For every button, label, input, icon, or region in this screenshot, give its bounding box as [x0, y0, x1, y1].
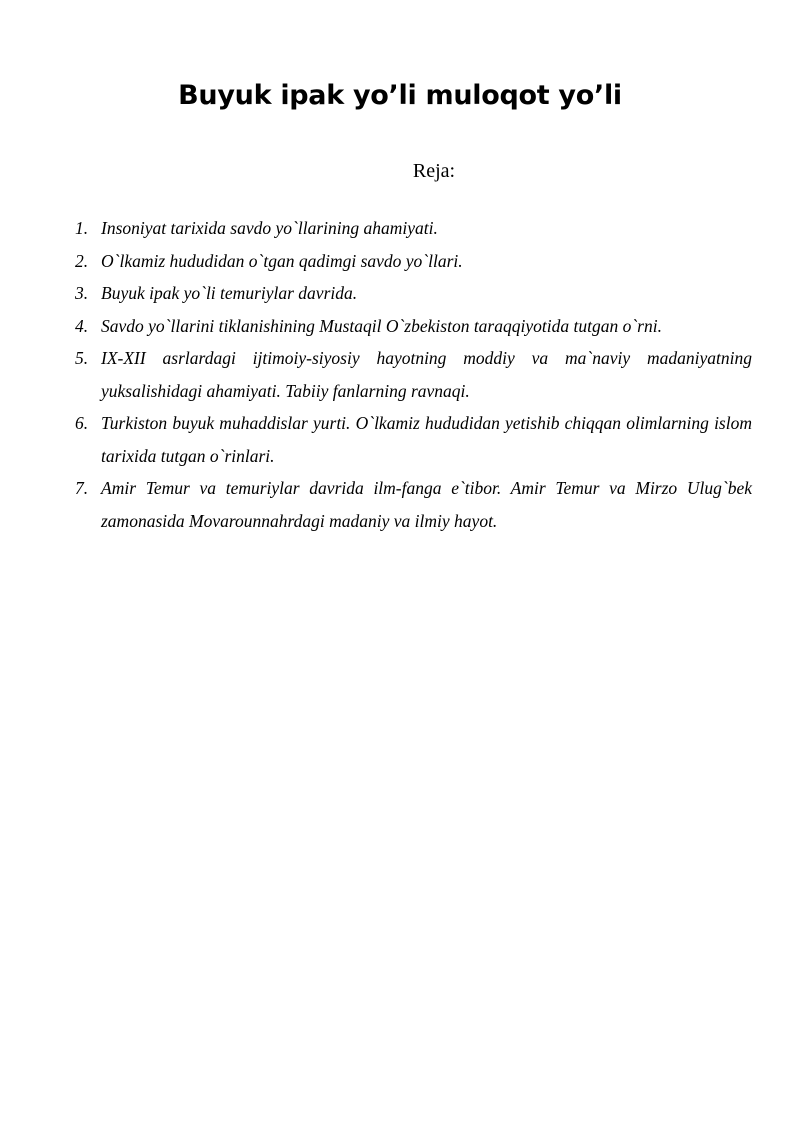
plan-item-number: 4. [75, 315, 89, 336]
plan-item-text: O`lkamiz hududidan o`tgan qadimgi savdo yo`llari. [101, 250, 463, 271]
plan-item-text: Turkiston buyuk muhaddislar yurti. O`lkamiz hududidan yetishib chiqqan olimlarning islom tarixida tutgan o`rinlari. [101, 413, 752, 466]
plan-item [70, 472, 752, 537]
plan-heading: Reja: [412, 160, 456, 182]
plan-item [70, 245, 752, 278]
plan-item-text: Insoniyat tarixida savdo yo`llarining ahamiyati. [101, 218, 438, 238]
plan-item-text: IX-XII asrlardagi ijtimoiy-siyosiy hayotning moddiy va ma`naviy madaniyatning yuksalishidagi ahamiyati. Tabiiy fanlarning ravnaqi. [101, 348, 752, 401]
plan-item-number: 5. [75, 348, 89, 368]
plan-item [70, 212, 752, 245]
plan-list [70, 212, 752, 537]
plan-item [70, 277, 752, 310]
plan-item-text: Buyuk ipak yo`li temuriylar davrida. [101, 283, 358, 303]
plan-item [70, 310, 752, 343]
page-title: Buyuk ipak yo’li muloqot yo’li [178, 80, 622, 111]
plan-item-number: 2. [75, 250, 89, 271]
plan-item-text: Amir Temur va temuriylar davrida ilm-fanga e`tibor. Amir Temur va Mirzo Ulug`bek zamonasida Movarounnahrdagi madaniy va ilmiy hayot. [101, 478, 752, 531]
plan-item [70, 342, 752, 407]
plan-item-number: 7. [75, 478, 89, 498]
plan-item [70, 407, 752, 472]
plan-item-text: Savdo yo`llarini tiklanishining Mustaqil O`zbekiston taraqqiyotida tutgan o`rni. [101, 315, 662, 336]
plan-item-number: 3. [75, 283, 89, 303]
plan-item-number: 1. [75, 218, 89, 238]
plan-item-number: 6. [75, 413, 89, 433]
